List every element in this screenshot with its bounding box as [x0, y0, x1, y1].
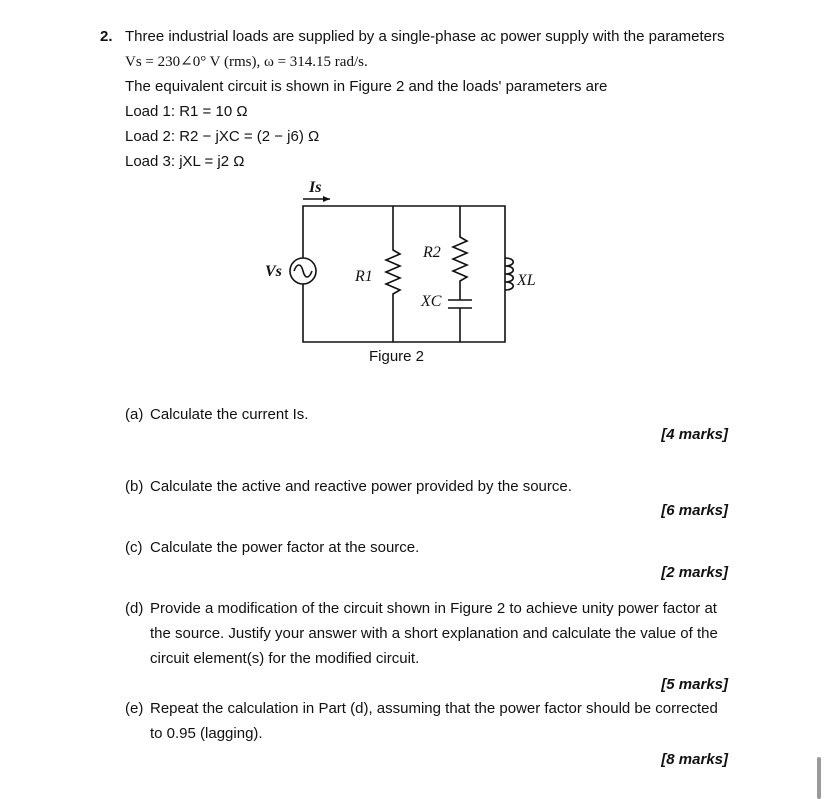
- part-e-marks: [8 marks]: [661, 751, 728, 768]
- part-e-text-line-1: Repeat the calculation in Part (d), assuming that the power factor should be corrected: [150, 700, 718, 717]
- part-d-text-line-2: the source. Justify your answer with a short explanation and calculate the value of the: [150, 625, 718, 642]
- part-a-text: Calculate the current Is.: [150, 406, 309, 423]
- load-3-parameters: Load 3: jXL = j2 Ω: [125, 153, 245, 170]
- equivalent-circuit-text: The equivalent circuit is shown in Figure 2 and the loads' parameters are: [125, 78, 608, 95]
- label-is: Is: [309, 179, 322, 196]
- part-c-label: (c): [125, 539, 143, 556]
- part-e-label: (e): [125, 700, 144, 717]
- question-intro: Three industrial loads are supplied by a single-phase ac power supply with the parameters: [125, 28, 725, 45]
- part-a-label: (a): [125, 406, 144, 423]
- label-r2: R2: [423, 244, 441, 261]
- label-vs: Vs: [265, 263, 282, 280]
- part-c-text: Calculate the power factor at the source.: [150, 539, 420, 556]
- part-d-text-line-3: circuit element(s) for the modified circuit.: [150, 650, 420, 667]
- label-r1: R1: [355, 268, 373, 285]
- ac-tilde-icon: [294, 265, 312, 277]
- part-b-marks: [6 marks]: [661, 502, 728, 519]
- load-1-parameters: Load 1: R1 = 10 Ω: [125, 103, 248, 120]
- part-d-label: (d): [125, 600, 144, 617]
- scrollbar-thumb[interactable]: [817, 757, 821, 799]
- part-b-text: Calculate the active and reactive power provided by the source.: [150, 478, 572, 495]
- question-number: 2.: [100, 28, 113, 45]
- part-e-text-line-2: to 0.95 (lagging).: [150, 725, 263, 742]
- inductor-xl: [505, 258, 513, 290]
- circuit-wires-outer: [303, 206, 505, 342]
- figure-caption: Figure 2: [369, 348, 425, 365]
- resistor-r1: [386, 206, 400, 342]
- part-d-text-line-1: Provide a modification of the circuit shown in Figure 2 to achieve unity power factor at: [150, 600, 717, 617]
- resistor-r2: [453, 206, 467, 300]
- label-xc: XC: [421, 293, 442, 310]
- part-b-label: (b): [125, 478, 144, 495]
- label-xl: XL: [517, 272, 536, 289]
- source-parameters-formula: Vs = 230∠0° V (rms), ω = 314.15 rad/s.: [125, 54, 368, 70]
- part-a-marks: [4 marks]: [661, 426, 728, 443]
- part-d-marks: [5 marks]: [661, 676, 728, 693]
- current-arrow-head: [323, 196, 330, 202]
- load-2-parameters: Load 2: R2 − jXC = (2 − j6) Ω: [125, 128, 320, 145]
- part-c-marks: [2 marks]: [661, 564, 728, 581]
